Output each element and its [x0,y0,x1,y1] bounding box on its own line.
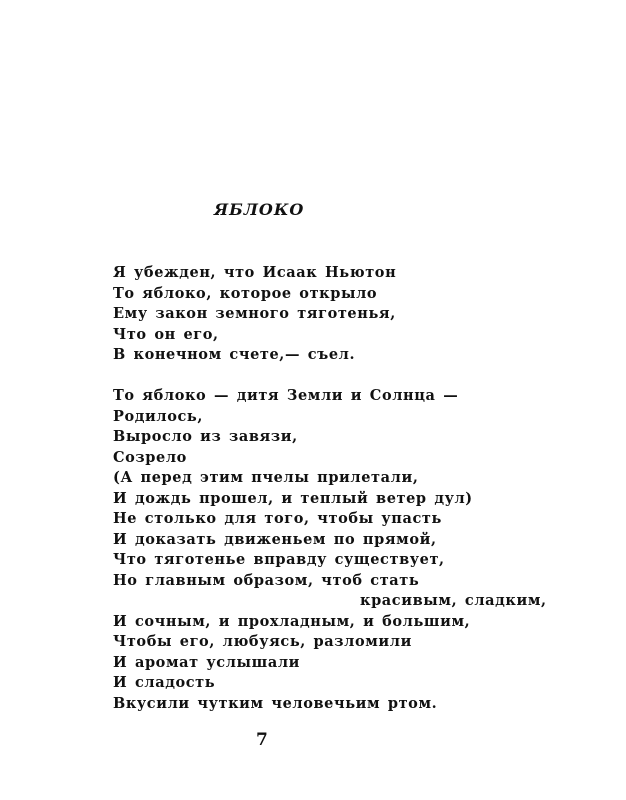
poem-line: Чтобы его, любуясь, разломили [113,633,412,650]
poem-line: То яблоко — дитя Земли и Солнца — [113,387,459,404]
stanza-2 [113,386,553,714]
poem-line: Родилось, [113,407,204,425]
poem-line: И сочным, и прохладным, и большим, [113,612,471,630]
stanza-1 [113,263,553,366]
poem-line: И дождь прошел, и теплый ветер дул) [113,489,473,507]
poem-line: Ему закон земного тяготенья, [113,305,396,322]
poem-line-indented: красивым, сладким, [360,592,547,609]
poem-line: Не столько для того, чтобы упасть [113,510,442,527]
poem-title: ЯБЛОКО [214,200,305,219]
poem-line: Выросло из завязи, [113,428,298,445]
poem-body [113,263,553,714]
poem-line: В конечном счете,— съел. [113,346,356,363]
poem-line: И доказать движеньем по прямой, [113,530,437,548]
poem-line: Но главным образом, чтоб стать [113,571,420,589]
poem-line: Что тяготенье вправду существует, [113,551,445,568]
page-number: 7 [256,730,268,750]
poem-line: То яблоко, которое открыло [113,284,378,302]
poem-line: Я убежден, что Исаак Ньютон [113,264,397,281]
poem-line: И аромат услышали [113,653,301,671]
poem-line: И сладость [113,674,216,691]
poem-line: (А перед этим пчелы прилетали, [113,469,419,486]
poem-line: Что он его, [113,325,219,343]
poem-line: Созрело [113,448,187,466]
poem-line: Вкусили чутким человечьим ртом. [113,694,438,712]
